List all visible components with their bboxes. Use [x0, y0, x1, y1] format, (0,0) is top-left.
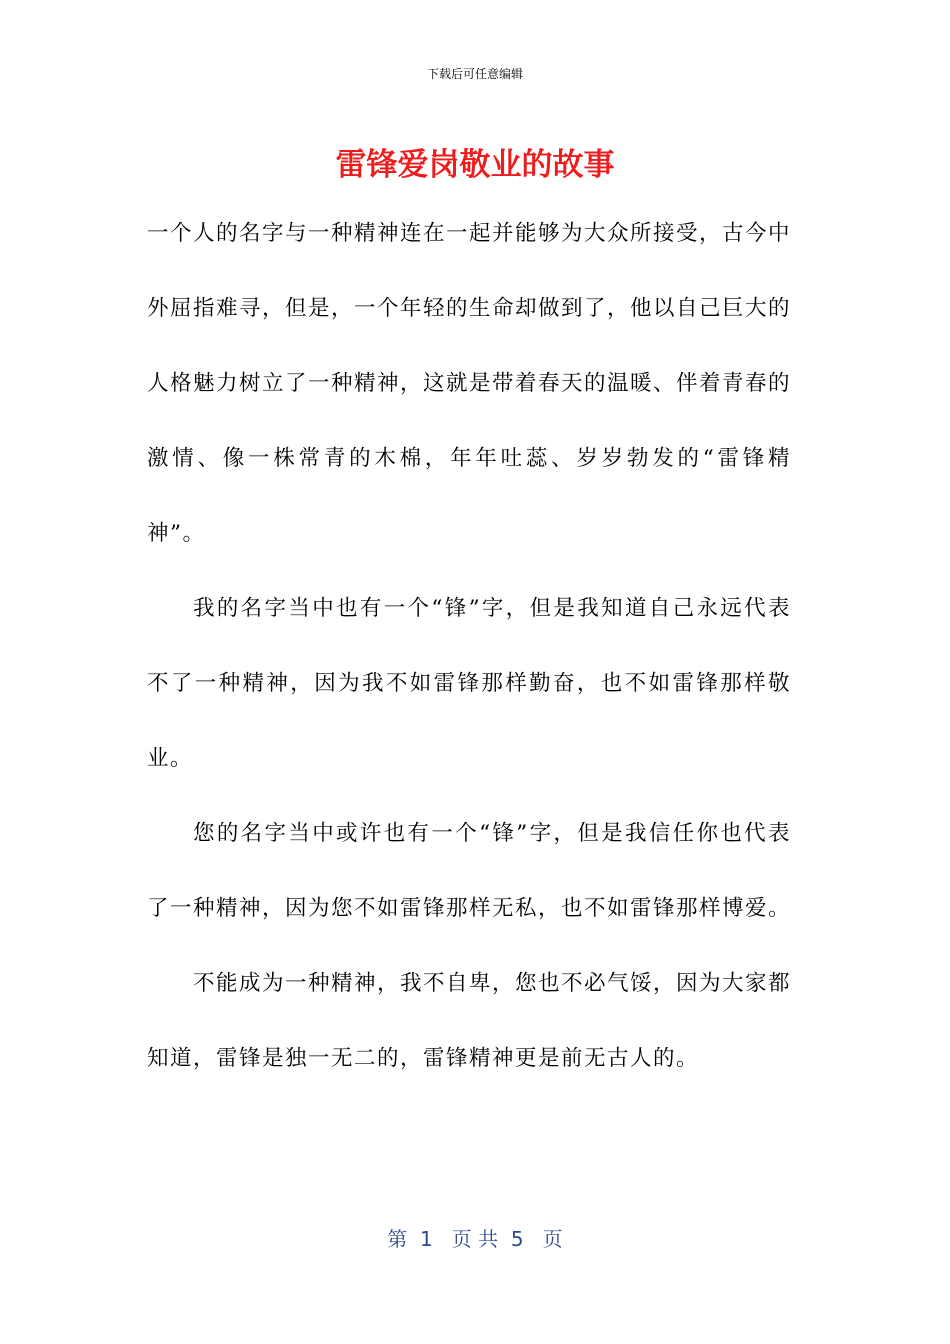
paragraph-1: 一个人的名字与一种精神连在一起并能够为大众所接受，古今中外屈指难寻，但是，一个年轻的生命却做到了，他以自己巨大的人格魅力树立了一种精神，这就是带着春天的温暖、伴着青春的激情、像一株常青的木棉，年年吐蕊、岁岁勃发的“雷锋精神”。 [147, 221, 792, 546]
page-number-footer: 第 1 页 共 5 页 [387, 1227, 563, 1251]
document-body [147, 196, 791, 1096]
paragraph-3: 您的名字当中或许也有一个“锋”字，但是我信任你也代表了一种精神，因为您不如雷锋那样无私，也不如雷锋那样博爱。 [147, 821, 792, 921]
paragraph-4: 不能成为一种精神，我不自卑，您也不必气馁，因为大家都知道，雷锋是独一无二的，雷锋精神更是前无古人的。 [147, 971, 792, 1071]
document-title: 雷锋爱岗敬业的故事 [335, 147, 615, 183]
paragraph-2: 我的名字当中也有一个“锋”字，但是我知道自己永远代表不了一种精神，因为我不如雷锋那样勤奋，也不如雷锋那样敬业。 [147, 596, 791, 771]
page-header-note: 下载后可任意编辑 [426, 67, 523, 81]
